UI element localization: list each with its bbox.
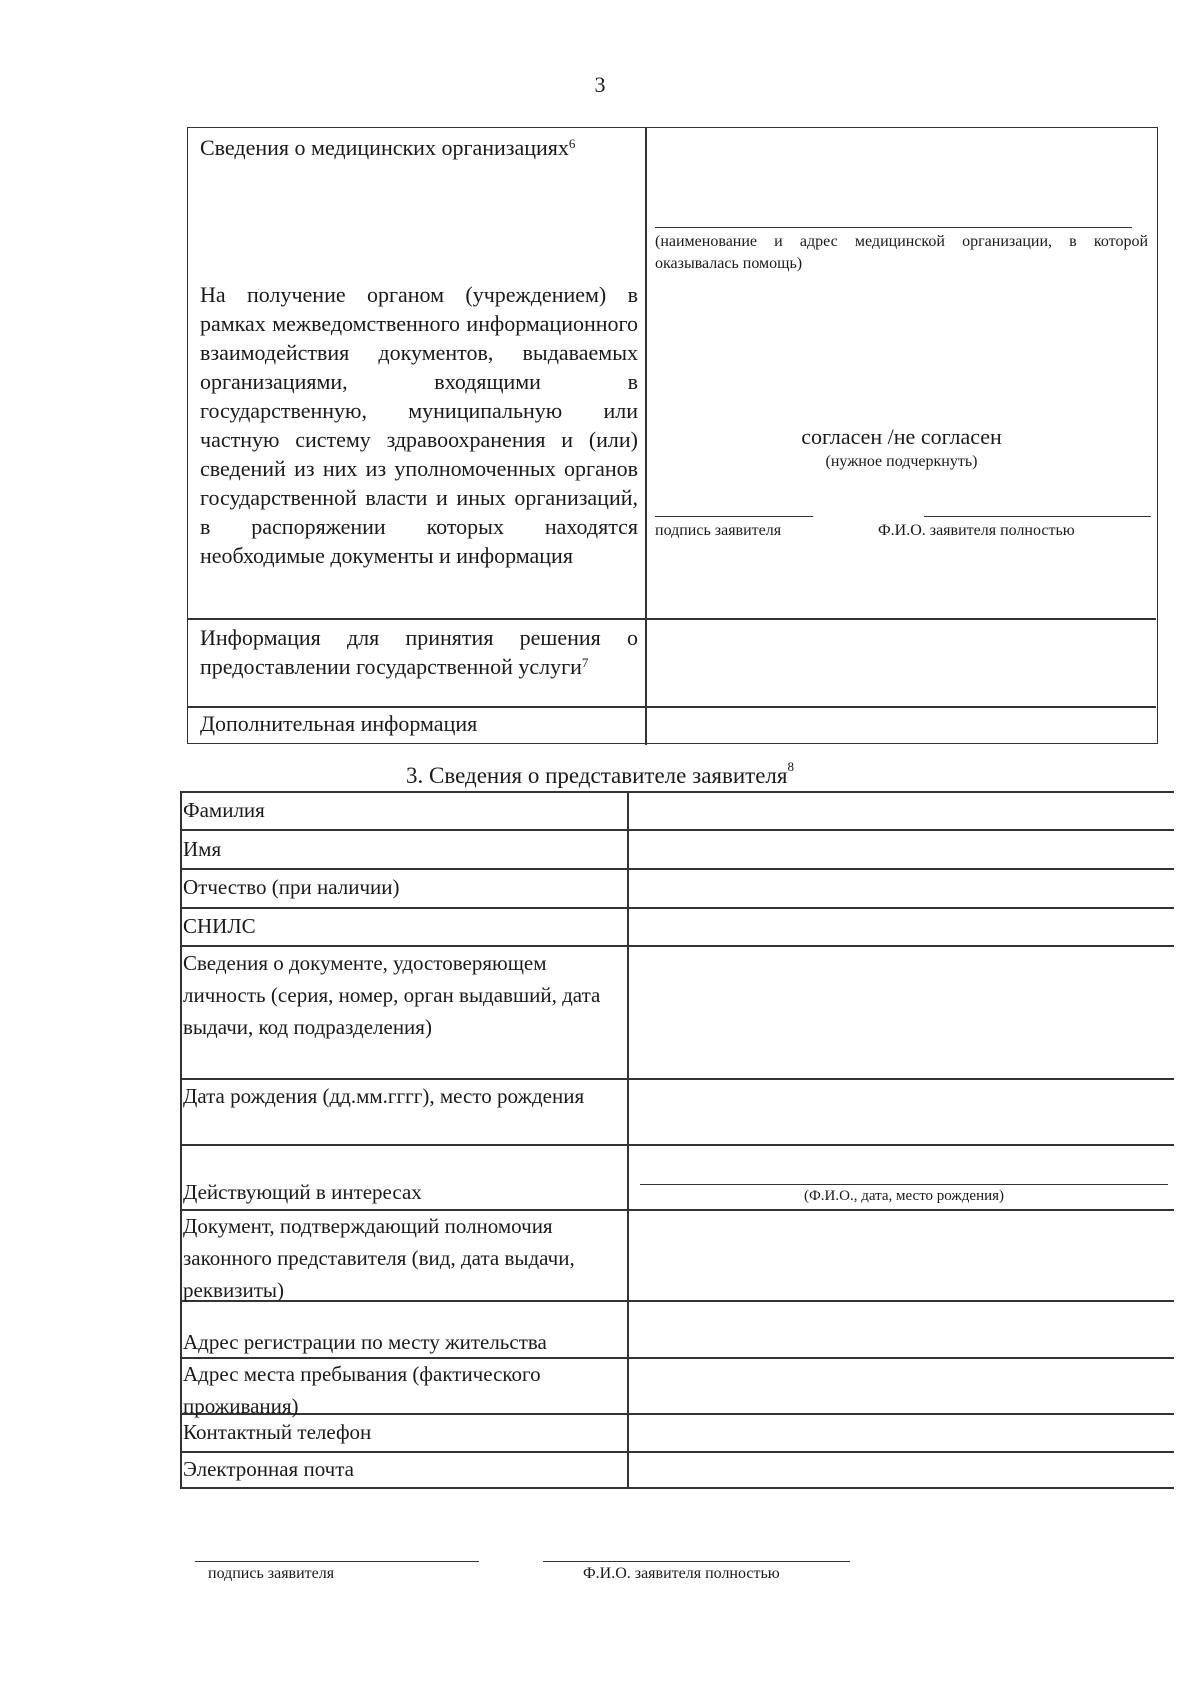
row-divider bbox=[188, 706, 1156, 708]
email-label: Электронная почта bbox=[183, 1457, 354, 1481]
residence-address-label: Адрес места пребывания (фактического проживания) bbox=[183, 1362, 541, 1418]
footer-signature-caption: подпись заявителя bbox=[208, 1565, 335, 1582]
page-number: 3 bbox=[594, 72, 606, 97]
row-divider bbox=[180, 907, 1174, 909]
row-divider bbox=[180, 1487, 1174, 1489]
acting-for-label: Действующий в интересах bbox=[183, 1180, 422, 1204]
signature-caption: подпись заявителя bbox=[655, 522, 782, 539]
row-divider bbox=[188, 618, 1156, 620]
footer-fio-line bbox=[543, 1561, 850, 1562]
acting-for-caption: (Ф.И.О., дата, место рождения) bbox=[803, 1188, 1005, 1204]
signature-line bbox=[655, 516, 813, 517]
representative-table bbox=[180, 791, 1174, 1488]
consent-hint: (нужное подчеркнуть) bbox=[825, 453, 978, 470]
footer-signature-line bbox=[195, 1561, 479, 1562]
row-divider bbox=[180, 829, 1174, 831]
patronymic-label: Отчество (при наличии) bbox=[183, 875, 400, 899]
table-left-border bbox=[180, 791, 182, 1488]
row-divider bbox=[180, 791, 1174, 793]
consent-options[interactable]: согласен /не согласен bbox=[801, 424, 1002, 449]
medical-org-caption: (наименование и адрес медицинской организации, в которой оказывалась помощь) bbox=[655, 233, 1148, 272]
interagency-consent-label: На получение органом (учреждением) в рамках межведомственного информационного взаимодействия документов, выдаваемых организациями, входящими в государственную, муниципальную или частную систему здравоохранения и (или) сведений из них из уполномоченных органов государственной власти и иных организаций, в распоряжении которых находятся необходимые документы и информация bbox=[200, 282, 638, 568]
fio-line bbox=[924, 516, 1151, 517]
name-label: Имя bbox=[183, 837, 222, 861]
decision-info-label: Информация для принятия решения о предоставлении государственной услуги$^7$ bbox=[200, 625, 638, 679]
medical-orgs-label: Сведения о медицинских организациях$^6$ bbox=[200, 135, 576, 160]
snils-label: СНИЛС bbox=[183, 914, 256, 938]
fio-caption: Ф.И.О. заявителя полностью bbox=[878, 522, 1075, 539]
surname-label: Фамилия bbox=[183, 798, 265, 822]
column-divider bbox=[627, 791, 629, 1488]
authority-document-label: Документ, подтверждающий полномочия законного представителя (вид, дата выдачи, реквизиты) bbox=[183, 1214, 575, 1302]
medical-info-table bbox=[187, 127, 1158, 744]
footer-fio-caption: Ф.И.О. заявителя полностью bbox=[583, 1565, 780, 1582]
phone-label: Контактный телефон bbox=[183, 1420, 372, 1444]
medical-org-field-line bbox=[655, 227, 1132, 228]
additional-info-label: Дополнительная информация bbox=[200, 711, 478, 736]
row-divider bbox=[180, 868, 1174, 870]
section-3-title: 3. Сведения о представителе заявителя$^8$ bbox=[406, 759, 794, 788]
birth-label: Дата рождения (дд.мм.гггг), место рождения bbox=[183, 1084, 585, 1108]
column-divider bbox=[645, 128, 647, 745]
id-document-label: Сведения о документе, удостоверяющем личность (серия, номер, орган выдавший, дата выдачи, код подразделения) bbox=[183, 951, 601, 1039]
row-divider bbox=[180, 1144, 1174, 1146]
acting-for-field-line bbox=[640, 1184, 1168, 1185]
registration-address-label: Адрес регистрации по месту жительства bbox=[183, 1330, 547, 1354]
